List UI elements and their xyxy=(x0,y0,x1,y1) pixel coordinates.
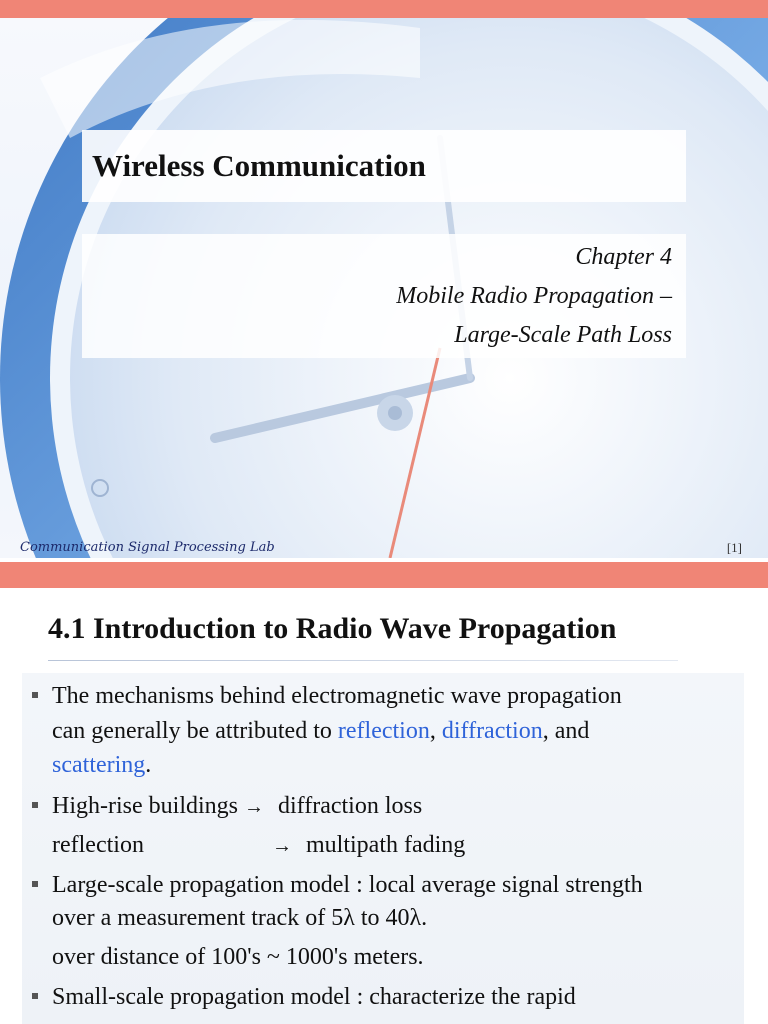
bullet-text: The mechanisms behind electromagnetic wave propagation xyxy=(52,683,622,709)
term-scattering: scattering xyxy=(52,752,146,778)
text-run: diffraction loss xyxy=(278,793,423,819)
footer-lab-name: Communication Signal Processing Lab xyxy=(20,540,275,555)
content-slide xyxy=(0,588,768,1024)
term-diffraction: diffraction xyxy=(441,718,543,744)
text-run: can generally be attributed to xyxy=(52,718,338,744)
content-panel xyxy=(22,673,744,1024)
page-number: [1] xyxy=(726,540,742,555)
bullet-text xyxy=(52,714,589,748)
bullet-text: Small-scale propagation model : characterize the rapid xyxy=(52,984,576,1010)
top-band xyxy=(0,0,768,18)
bullet-text xyxy=(52,789,422,824)
arrow-icon: → xyxy=(244,796,264,818)
arrow-icon: → xyxy=(272,835,292,857)
text-run: multipath fading xyxy=(306,832,466,858)
text-run: High-rise buildings xyxy=(52,793,244,819)
section-title: 4.1 Introduction to Radio Wave Propagation xyxy=(48,612,617,645)
slide-title: Wireless Communication xyxy=(92,148,426,183)
title-box xyxy=(82,130,686,202)
title-underline xyxy=(48,660,678,661)
subtitle-line-2: Large-Scale Path Loss xyxy=(454,322,672,348)
separator-band xyxy=(0,562,768,588)
bullet-square-icon xyxy=(32,692,38,698)
text-run: . xyxy=(145,752,152,778)
term-reflection: reflection xyxy=(337,718,430,744)
bullet-square-icon xyxy=(32,802,38,808)
bullet-square-icon xyxy=(32,993,38,999)
title-slide xyxy=(0,18,768,558)
bullet-text xyxy=(52,748,151,782)
bullet-square-icon xyxy=(32,881,38,887)
bullet-text: reflection xyxy=(52,832,144,858)
bullet-text: Large-scale propagation model : local average signal strength xyxy=(52,872,643,898)
bullet-text: over a measurement track of 5λ to 40λ. xyxy=(52,905,428,931)
subtitle-line-1: Mobile Radio Propagation – xyxy=(396,283,672,309)
text-run: , and xyxy=(542,718,590,744)
bullet-text xyxy=(272,828,465,863)
subtitle-box xyxy=(82,234,686,358)
text-run: , xyxy=(429,718,442,744)
bullet-text: over distance of 100's ~ 1000's meters. xyxy=(52,944,424,970)
chapter-label: Chapter 4 xyxy=(575,244,672,270)
